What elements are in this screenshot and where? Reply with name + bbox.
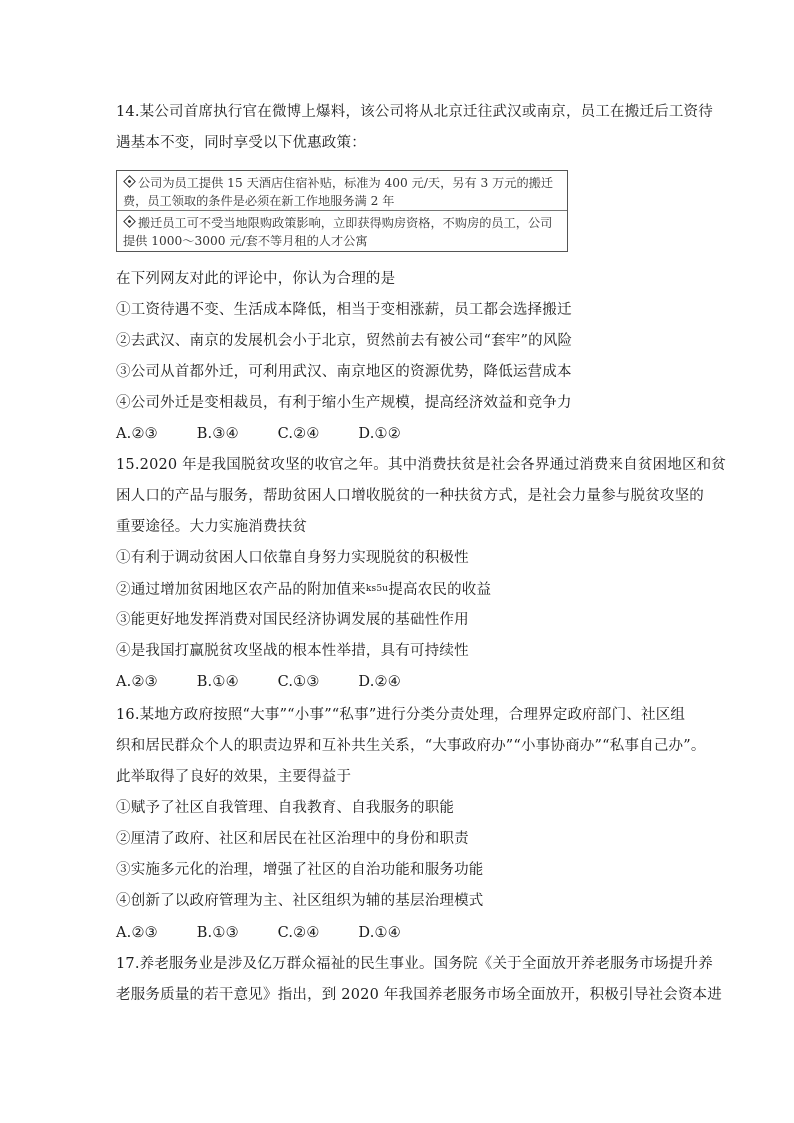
q16-option-a: A.②③ — [116, 925, 158, 941]
q15-statement-3: ③能更好地发挥消费对国民经济协调发展的基础性作用 — [116, 612, 469, 628]
policy-1-line-1: 公司为员工提供 15 天酒店住宿补贴，标准为 400 元/天，另有 3 万元的搬迁 — [138, 176, 554, 190]
q14-option-a: A.②③ — [116, 426, 158, 442]
q14-prompt: 在下列网友对此的评论中，你认为合理的是 — [116, 271, 396, 287]
q15-option-d: D.②④ — [358, 674, 401, 690]
q16-option-c: C.②④ — [277, 925, 320, 941]
q15-option-c: C.①③ — [277, 674, 320, 690]
diamond-bullet-icon — [123, 215, 136, 228]
policy-2-line-1: 搬迁员工可不受当地限购政策影响，立即获得购房资格，不购房的员工，公司 — [138, 216, 553, 230]
q14-statement-1: ①工资待遇不变、生活成本降低，相当于变相涨薪，员工都会选择搬迁 — [116, 302, 572, 318]
policy-item-1 — [117, 171, 567, 211]
policy-item-2 — [117, 211, 567, 252]
policy-table — [116, 170, 568, 252]
q14-stem-line-1: 14.某公司首席执行官在微博上爆料，该公司将从北京迁往武汉或南京，员工在搬迁后工资待 — [116, 104, 713, 120]
q15-stem-line-2: 困人口的产品与服务，帮助贫困人口增收脱贫的一种扶贫方式，是社会力量参与脱贫攻坚的 — [116, 488, 704, 504]
q16-stem-line-2: 织和居民群众个人的职责边界和互补共生关系，“大事政府办”“小事协商办”“私事自己办”。 — [116, 738, 706, 754]
watermark-text: ks5u — [365, 584, 389, 594]
q14-statement-2: ②去武汉、南京的发展机会小于北京，贸然前去有被公司“套牢”的风险 — [116, 333, 573, 349]
q15-statement-2-head: ②通过增加贫困地区农产品的附加值来 — [116, 582, 366, 598]
q15-statement-4: ④是我国打赢脱贫攻坚战的根本性举措，具有可持续性 — [116, 643, 469, 659]
q15-statement-1: ①有利于调动贫困人口依靠自身努力实现脱贫的积极性 — [116, 550, 469, 566]
q16-statement-2: ②厘清了政府、社区和居民在社区治理中的身份和职责 — [116, 831, 469, 847]
q14-option-c: C.②④ — [277, 426, 320, 442]
q15-option-b: B.①④ — [196, 674, 239, 690]
q16-options — [116, 923, 435, 943]
policy-2-line-2: 提供 1000～3000 元/套不等月租的人才公寓 — [123, 234, 368, 248]
q16-option-d: D.①④ — [358, 925, 401, 941]
q15-statement-2 — [116, 579, 491, 600]
q14-statement-3: ③公司从首都外迁，可利用武汉、南京地区的资源优势，降低运营成本 — [116, 364, 572, 380]
q17-stem-line-1: 17.养老服务业是涉及亿万群众福祉的民生事业。国务院《关于全面放开养老服务市场提升养 — [116, 956, 713, 972]
q15-option-a: A.②③ — [116, 674, 158, 690]
q16-option-b: B.①③ — [196, 925, 239, 941]
q14-option-d: D.①② — [358, 426, 401, 442]
diamond-bullet-icon — [123, 175, 136, 188]
q15-statement-2-tail: 提高农民的收益 — [388, 582, 492, 598]
q15-stem-line-3: 重要途径。大力实施消费扶贫 — [116, 519, 308, 535]
q16-statement-1: ①赋予了社区自我管理、自我教育、自我服务的职能 — [116, 800, 455, 816]
q15-stem-line-1: 15.2020 年是我国脱贫攻坚的收官之年。其中消费扶贫是社会各界通过消费来自贫困地区和贫 — [116, 457, 727, 473]
q14-options — [116, 424, 435, 444]
q14-option-b: B.③④ — [196, 426, 239, 442]
policy-1-line-2: 费，员工领取的条件是必须在新工作地服务满 2 年 — [123, 194, 395, 208]
q17-stem-line-2: 老服务质量的若干意见》指出，到 2020 年我国养老服务市场全面放开，积极引导社会资本进 — [116, 987, 722, 1003]
q15-options — [116, 672, 435, 692]
q14-statement-4: ④公司外迁是变相裁员，有利于缩小生产规模，提高经济效益和竞争力 — [116, 395, 572, 411]
q16-stem-line-1: 16.某地方政府按照“大事”“小事”“私事”进行分类分责处理，合理界定政府部门、社区组 — [116, 707, 686, 723]
q14-stem-line-2: 遇基本不变，同时享受以下优惠政策： — [116, 135, 366, 151]
q16-stem-line-3: 此举取得了良好的效果，主要得益于 — [116, 769, 352, 785]
q16-statement-4: ④创新了以政府管理为主、社区组织为辅的基层治理模式 — [116, 893, 484, 909]
q16-statement-3: ③实施多元化的治理，增强了社区的自治功能和服务功能 — [116, 862, 484, 878]
